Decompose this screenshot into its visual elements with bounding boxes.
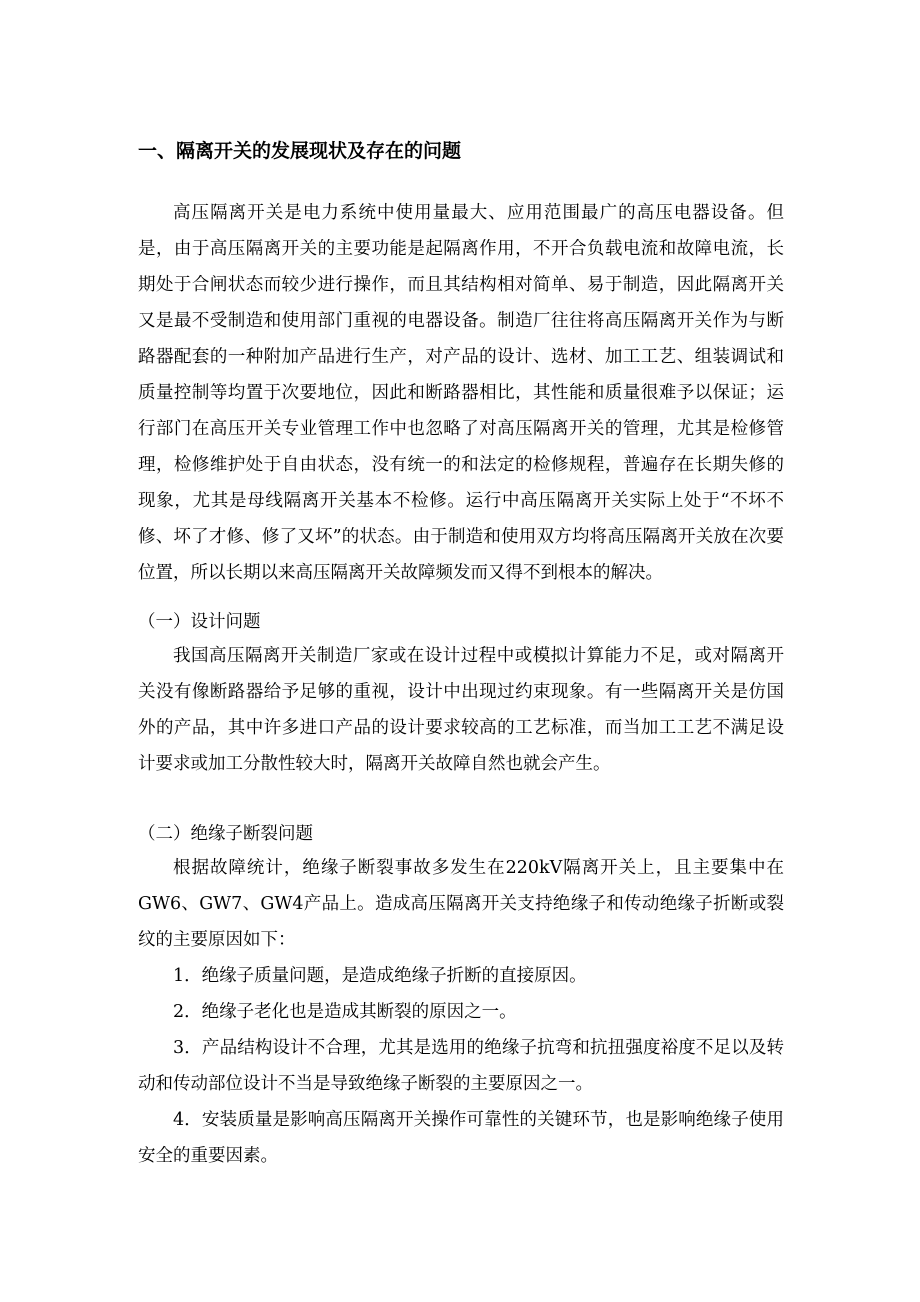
intro-paragraph: 高压隔离开关是电力系统中使用量最大、应用范围最广的高压电器设备。但是，由于高压隔离开关的主要功能是起隔离作用，不开合负载电流和故障电流，长期处于合闸状态而较少进行操作，而且其结构相对简单、易于制造，因此隔离开关又是最不受制造和使用部门重视的电器设备。制造厂往往将高压隔离开关作为与断路器配套的一种附加产品进行生产，对产品的设计、选材、加工工艺、组装调试和质量控制等均置于次要地位，因此和断路器相比，其性能和质量很难予以保证；运行部门在高压开关专业管理工作中也忽略了对高压隔离开关的管理，尤其是检修管理，检修维护处于自由状态，没有统一的和法定的检修规程，普遍存在长期失修的现象，尤其是母线隔离开关基本不检修。运行中高压隔离开关实际上处于“不坏不修、坏了才修、修了又坏”的状态。由于制造和使用双方均将高压隔离开关放在次要位置，所以长期以来高压隔离开关故障频发而又得不到根本的解决。	[138, 203, 784, 583]
list-item: 1．绝缘子质量问题，是造成绝缘子折断的直接原因。	[173, 966, 587, 986]
insulator-problem-paragraph: 根据故障统计，绝缘子断裂事故多发生在220kV隔离开关上，且主要集中在GW6、GW7、GW4产品上。造成高压隔离开关支持绝缘子和传动绝缘子折断或裂纹的主要原因如下：	[138, 858, 784, 950]
subsection-title-design: （一）设计问题	[138, 612, 261, 632]
subsection-title-insulator: （二）绝缘子断裂问题	[138, 824, 313, 844]
list-item: 2．绝缘子老化也是造成其断裂的原因之一。	[173, 1002, 517, 1022]
list-item: 3．产品结构设计不合理，尤其是选用的绝缘子抗弯和抗扭强度裕度不足以及转动和传动部位设计不当是导致绝缘子断裂的主要原因之一。	[138, 1038, 784, 1094]
list-item: 4．安装质量是影响高压隔离开关操作可靠性的关键环节，也是影响绝缘子使用安全的重要因素。	[138, 1110, 784, 1166]
section-heading: 一、隔离开关的发展现状及存在的问题	[138, 140, 462, 162]
design-problem-paragraph: 我国高压隔离开关制造厂家或在设计过程中或模拟计算能力不足，或对隔离开关没有像断路器给予足够的重视，设计中出现过约束现象。有一些隔离开关是仿国外的产品，其中许多进口产品的设计要求较高的工艺标准，而当加工工艺不满足设计要求或加工分散性较大时，隔离开关故障自然也就会产生。	[138, 646, 784, 774]
